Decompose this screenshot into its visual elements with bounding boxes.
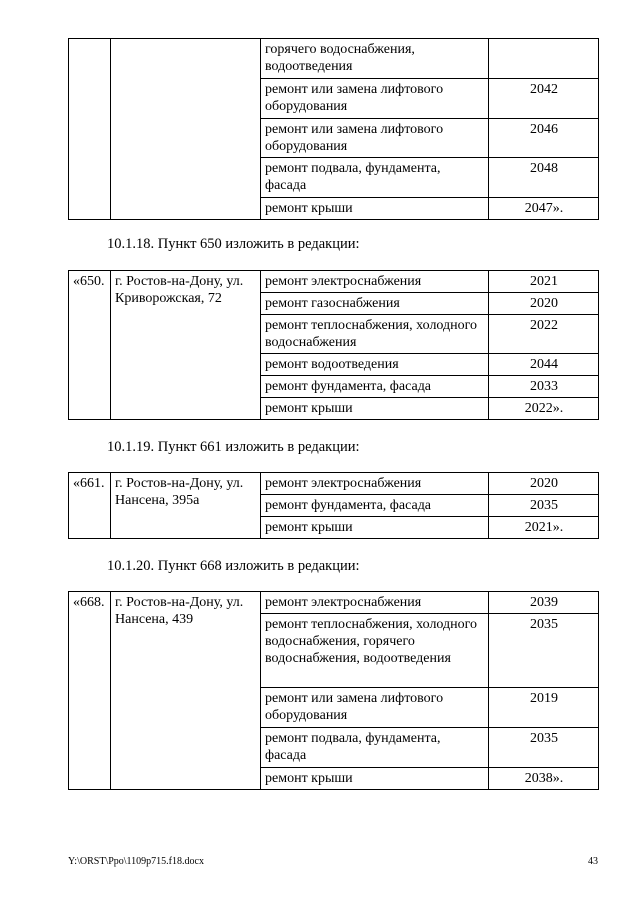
page-number: 43 — [588, 856, 598, 867]
year-cell: 2021 — [489, 271, 599, 293]
work-cell: ремонт подвала, фундамента, фасада — [261, 158, 489, 198]
year-cell: 2038». — [489, 768, 599, 790]
section-heading: 10.1.19. Пункт 661 изложить в редакции: — [107, 439, 360, 455]
section-heading: 10.1.20. Пункт 668 изложить в редакции: — [107, 558, 360, 574]
year-cell: 2033 — [489, 376, 599, 398]
address-cell — [111, 39, 261, 220]
footer-file-path: Y:\ORST\Ppo\1109p715.f18.docx — [68, 856, 204, 867]
year-cell: 2021». — [489, 517, 599, 539]
work-cell: горячего водоснабжения, водоотведения — [261, 39, 489, 79]
year-cell: 2042 — [489, 79, 599, 119]
work-cell: ремонт электроснабжения — [261, 473, 489, 495]
address-cell: г. Ростов-на-Дону, ул. Криворожская, 72 — [111, 271, 261, 420]
year-cell — [489, 39, 599, 79]
address-cell: г. Ростов-на-Дону, ул. Нансена, 439 — [111, 592, 261, 790]
work-cell: ремонт крыши — [261, 198, 489, 220]
address-cell: г. Ростов-на-Дону, ул. Нансена, 395а — [111, 473, 261, 539]
work-cell: ремонт или замена лифтового оборудования — [261, 688, 489, 728]
year-cell: 2035 — [489, 495, 599, 517]
section-table — [68, 472, 599, 539]
year-cell: 2020 — [489, 473, 599, 495]
section-table — [68, 270, 599, 420]
work-cell: ремонт фундамента, фасада — [261, 495, 489, 517]
num-cell — [69, 39, 111, 220]
work-cell: ремонт электроснабжения — [261, 271, 489, 293]
item-number: «650. — [69, 271, 111, 420]
year-cell: 2047». — [489, 198, 599, 220]
year-cell: 2022 — [489, 315, 599, 354]
section-heading: 10.1.18. Пункт 650 изложить в редакции: — [107, 236, 360, 252]
work-cell: ремонт теплоснабжения, холодного водоснабжения — [261, 315, 489, 354]
work-cell: ремонт крыши — [261, 517, 489, 539]
year-cell: 2035 — [489, 728, 599, 768]
year-cell: 2019 — [489, 688, 599, 728]
work-cell: ремонт крыши — [261, 768, 489, 790]
year-cell: 2046 — [489, 119, 599, 158]
year-cell: 2039 — [489, 592, 599, 614]
item-number: «668. — [69, 592, 111, 790]
year-cell: 2020 — [489, 293, 599, 315]
section-table — [68, 591, 599, 790]
work-cell: ремонт электроснабжения — [261, 592, 489, 614]
work-cell: ремонт крыши — [261, 398, 489, 420]
top-table — [68, 38, 599, 220]
work-cell: ремонт или замена лифтового оборудования — [261, 79, 489, 119]
year-cell: 2044 — [489, 354, 599, 376]
year-cell: 2022». — [489, 398, 599, 420]
work-cell: ремонт или замена лифтового оборудования — [261, 119, 489, 158]
year-cell: 2048 — [489, 158, 599, 198]
work-cell: ремонт фундамента, фасада — [261, 376, 489, 398]
work-cell: ремонт теплоснабжения, холодного водоснабжения, горячего водоснабжения, водоотведения — [261, 614, 489, 688]
work-cell: ремонт газоснабжения — [261, 293, 489, 315]
item-number: «661. — [69, 473, 111, 539]
work-cell: ремонт подвала, фундамента, фасада — [261, 728, 489, 768]
year-cell: 2035 — [489, 614, 599, 688]
work-cell: ремонт водоотведения — [261, 354, 489, 376]
